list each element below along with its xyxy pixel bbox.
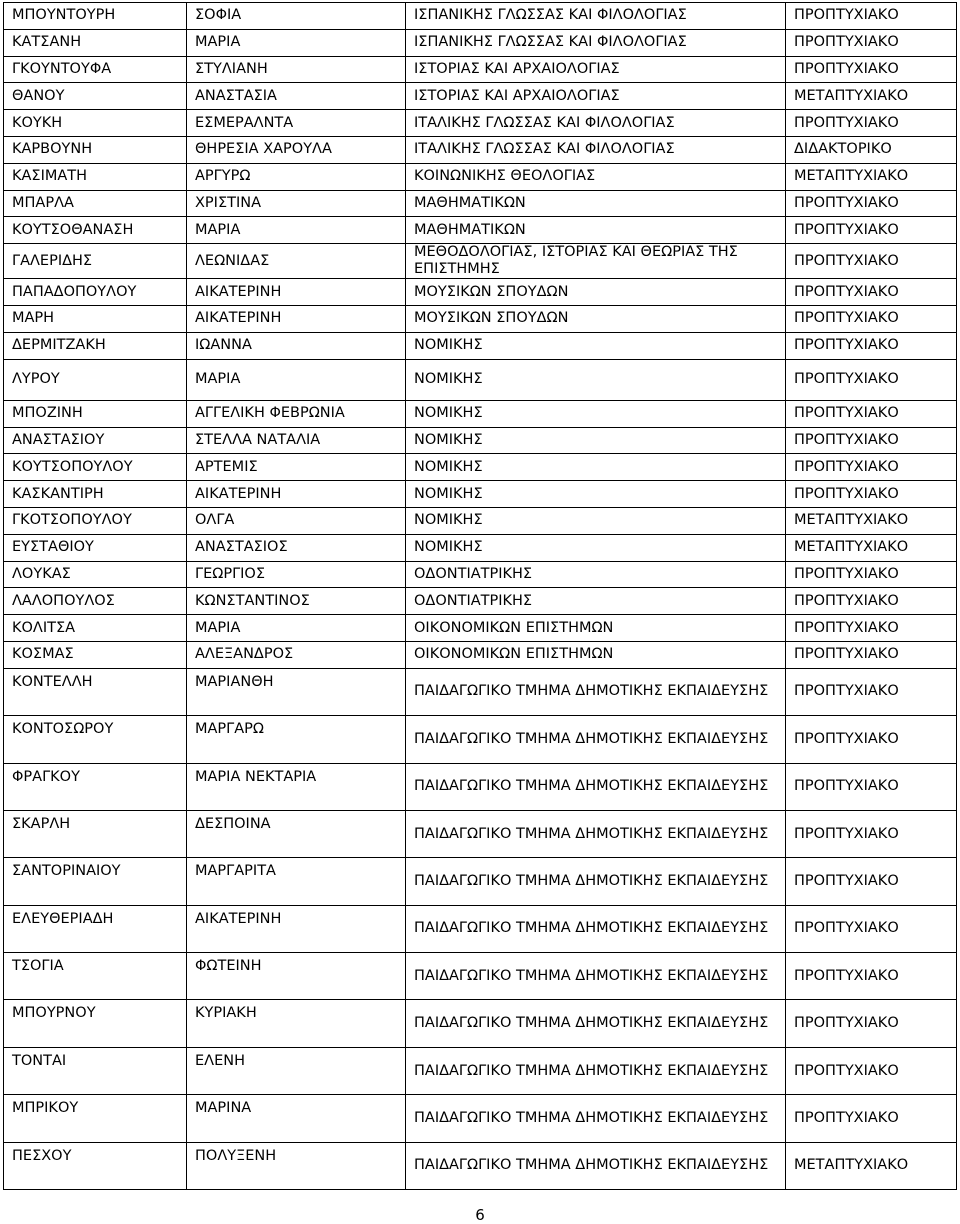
first-name-cell: ΑΙΚΑΤΕΡΙΝΗ [187,305,406,332]
study-level-cell: ΠΡΟΠΤΥΧΙΑΚΟ [786,3,957,30]
table-row [4,83,957,110]
study-level-cell: ΠΡΟΠΤΥΧΙΑΚΟ [786,953,957,1000]
surname-cell: ΚΟΝΤΟΣΩΡΟΥ [4,716,187,763]
table-row [4,763,957,810]
table-row [4,1047,957,1094]
first-name-cell: ΑΓΓΕΛΙΚΗ ΦΕΒΡΩΝΙΑ [187,400,406,427]
department-cell: ΝΟΜΙΚΗΣ [406,507,786,534]
surname-cell: ΜΑΡΗ [4,305,187,332]
study-level-cell: ΠΡΟΠΤΥΧΙΑΚΟ [786,332,957,359]
table-row [4,858,957,905]
surname-cell: ΚΑΤΣΑΝΗ [4,29,187,56]
department-cell: ΙΣΤΟΡΙΑΣ ΚΑΙ ΑΡΧΑΙΟΛΟΓΙΑΣ [406,56,786,83]
table-row [4,136,957,163]
study-level-cell: ΠΡΟΠΤΥΧΙΑΚΟ [786,1047,957,1094]
surname-cell: ΚΟΝΤΕΛΛΗ [4,668,187,715]
first-name-cell: ΣΤΥΛΙΑΝΗ [187,56,406,83]
surname-cell: ΦΡΑΓΚΟΥ [4,763,187,810]
surname-cell: ΛΟΥΚΑΣ [4,561,187,588]
department-cell: ΙΣΠΑΝΙΚΗΣ ΓΛΩΣΣΑΣ ΚΑΙ ΦΙΛΟΛΟΓΙΑΣ [406,29,786,56]
surname-cell: ΔΕΡΜΙΤΖΑΚΗ [4,332,187,359]
department-cell: ΠΑΙΔΑΓΩΓΙΚΟ ΤΜΗΜΑ ΔΗΜΟΤΙΚΗΣ ΕΚΠΑΙΔΕΥΣΗΣ [406,1142,786,1189]
surname-cell: ΚΟΥΚΗ [4,110,187,137]
department-cell: ΠΑΙΔΑΓΩΓΙΚΟ ΤΜΗΜΑ ΔΗΜΟΤΙΚΗΣ ΕΚΠΑΙΔΕΥΣΗΣ [406,810,786,857]
department-cell: ΚΟΙΝΩΝΙΚΗΣ ΘΕΟΛΟΓΙΑΣ [406,163,786,190]
study-level-cell: ΜΕΤΑΠΤΥΧΙΑΚΟ [786,507,957,534]
first-name-cell: ΜΑΡΓΑΡΩ [187,716,406,763]
table-row [4,1095,957,1142]
table-row [4,1142,957,1189]
first-name-cell: ΧΡΙΣΤΙΝΑ [187,190,406,217]
first-name-cell: ΜΑΡΙΑ [187,217,406,244]
table-row [4,641,957,668]
table-row [4,56,957,83]
study-level-cell: ΠΡΟΠΤΥΧΙΑΚΟ [786,905,957,952]
surname-cell: ΠΕΣΧΟΥ [4,1142,187,1189]
table-row [4,3,957,30]
department-cell: ΝΟΜΙΚΗΣ [406,400,786,427]
department-cell: ΠΑΙΔΑΓΩΓΙΚΟ ΤΜΗΜΑ ΔΗΜΟΤΙΚΗΣ ΕΚΠΑΙΔΕΥΣΗΣ [406,763,786,810]
study-level-cell: ΠΡΟΠΤΥΧΙΑΚΟ [786,305,957,332]
surname-cell: ΜΠΟΥΡΝΟΥ [4,1000,187,1047]
study-level-cell: ΠΡΟΠΤΥΧΙΑΚΟ [786,190,957,217]
first-name-cell: ΚΥΡΙΑΚΗ [187,1000,406,1047]
table-row [4,190,957,217]
table-row [4,588,957,615]
surname-cell: ΜΠΑΡΛΑ [4,190,187,217]
table-row [4,905,957,952]
surname-cell: ΓΚΟΥΝΤΟΥΦΑ [4,56,187,83]
table-row [4,359,957,400]
first-name-cell: ΑΝΑΣΤΑΣΙΑ [187,83,406,110]
department-cell: ΜΑΘΗΜΑΤΙΚΩΝ [406,217,786,244]
department-cell: ΝΟΜΙΚΗΣ [406,332,786,359]
first-name-cell: ΑΙΚΑΤΕΡΙΝΗ [187,481,406,508]
first-name-cell: ΛΕΩΝΙΔΑΣ [187,244,406,279]
first-name-cell: ΑΙΚΑΤΕΡΙΝΗ [187,279,406,306]
first-name-cell: ΜΑΡΙΑ [187,359,406,400]
first-name-cell: ΜΑΡΙΝΑ [187,1095,406,1142]
study-level-cell: ΠΡΟΠΤΥΧΙΑΚΟ [786,279,957,306]
surname-cell: ΤΟΝΤΑΙ [4,1047,187,1094]
surname-cell: ΚΟΥΤΣΟΠΟΥΛΟΥ [4,454,187,481]
department-cell: ΙΤΑΛΙΚΗΣ ΓΛΩΣΣΑΣ ΚΑΙ ΦΙΛΟΛΟΓΙΑΣ [406,136,786,163]
first-name-cell: ΙΩΑΝΝΑ [187,332,406,359]
study-level-cell: ΠΡΟΠΤΥΧΙΑΚΟ [786,615,957,642]
table-row [4,163,957,190]
table-row [4,1000,957,1047]
study-level-cell: ΠΡΟΠΤΥΧΙΑΚΟ [786,561,957,588]
first-name-cell: ΣΟΦΙΑ [187,3,406,30]
department-cell: ΙΣΤΟΡΙΑΣ ΚΑΙ ΑΡΧΑΙΟΛΟΓΙΑΣ [406,83,786,110]
first-name-cell: ΦΩΤΕΙΝΗ [187,953,406,1000]
first-name-cell: ΑΡΓΥΡΩ [187,163,406,190]
department-cell: ΙΣΠΑΝΙΚΗΣ ΓΛΩΣΣΑΣ ΚΑΙ ΦΙΛΟΛΟΓΙΑΣ [406,3,786,30]
first-name-cell: ΚΩΝΣΤΑΝΤΙΝΟΣ [187,588,406,615]
surname-cell: ΣΑΝΤΟΡΙΝΑΙΟΥ [4,858,187,905]
study-level-cell: ΔΙΔΑΚΤΟΡΙΚΟ [786,136,957,163]
department-cell: ΝΟΜΙΚΗΣ [406,534,786,561]
department-cell: ΠΑΙΔΑΓΩΓΙΚΟ ΤΜΗΜΑ ΔΗΜΟΤΙΚΗΣ ΕΚΠΑΙΔΕΥΣΗΣ [406,905,786,952]
page-number: 6 [475,1206,485,1224]
table-row [4,561,957,588]
study-level-cell: ΠΡΟΠΤΥΧΙΑΚΟ [786,359,957,400]
surname-cell: ΕΛΕΥΘΕΡΙΑΔΗ [4,905,187,952]
first-name-cell: ΓΕΩΡΓΙΟΣ [187,561,406,588]
study-level-cell: ΜΕΤΑΠΤΥΧΙΑΚΟ [786,534,957,561]
department-cell: ΙΤΑΛΙΚΗΣ ΓΛΩΣΣΑΣ ΚΑΙ ΦΙΛΟΛΟΓΙΑΣ [406,110,786,137]
department-cell: ΝΟΜΙΚΗΣ [406,427,786,454]
study-level-cell: ΜΕΤΑΠΤΥΧΙΑΚΟ [786,163,957,190]
surname-cell: ΕΥΣΤΑΘΙΟΥ [4,534,187,561]
table-row [4,332,957,359]
department-cell: ΜΕΘΟΔΟΛΟΓΙΑΣ, ΙΣΤΟΡΙΑΣ ΚΑΙ ΘΕΩΡΙΑΣ ΤΗΣ ΕΠΙΣΤΗΜΗΣ [406,244,786,279]
study-level-cell: ΠΡΟΠΤΥΧΙΑΚΟ [786,763,957,810]
department-cell: ΝΟΜΙΚΗΣ [406,454,786,481]
study-level-cell: ΠΡΟΠΤΥΧΙΑΚΟ [786,668,957,715]
table-row [4,29,957,56]
department-cell: ΟΔΟΝΤΙΑΤΡΙΚΗΣ [406,561,786,588]
first-name-cell: ΜΑΡΙΑΝΘΗ [187,668,406,715]
surname-cell: ΛΑΛΟΠΟΥΛΟΣ [4,588,187,615]
surname-cell: ΚΑΡΒΟΥΝΗ [4,136,187,163]
department-cell: ΠΑΙΔΑΓΩΓΙΚΟ ΤΜΗΜΑ ΔΗΜΟΤΙΚΗΣ ΕΚΠΑΙΔΕΥΣΗΣ [406,858,786,905]
study-level-cell: ΠΡΟΠΤΥΧΙΑΚΟ [786,588,957,615]
department-cell: ΠΑΙΔΑΓΩΓΙΚΟ ΤΜΗΜΑ ΔΗΜΟΤΙΚΗΣ ΕΚΠΑΙΔΕΥΣΗΣ [406,1047,786,1094]
first-name-cell: ΑΡΤΕΜΙΣ [187,454,406,481]
surname-cell: ΤΣΟΓΙΑ [4,953,187,1000]
surname-cell: ΚΟΥΤΣΟΘΑΝΑΣΗ [4,217,187,244]
study-level-cell: ΠΡΟΠΤΥΧΙΑΚΟ [786,29,957,56]
table-row [4,668,957,715]
study-level-cell: ΠΡΟΠΤΥΧΙΑΚΟ [786,56,957,83]
department-cell: ΟΔΟΝΤΙΑΤΡΙΚΗΣ [406,588,786,615]
surname-cell: ΜΠΟΖΙΝΗ [4,400,187,427]
study-level-cell: ΠΡΟΠΤΥΧΙΑΚΟ [786,641,957,668]
first-name-cell: ΔΕΣΠΟΙΝΑ [187,810,406,857]
study-level-cell: ΜΕΤΑΠΤΥΧΙΑΚΟ [786,1142,957,1189]
study-level-cell: ΠΡΟΠΤΥΧΙΑΚΟ [786,454,957,481]
students-table [3,2,957,1190]
study-level-cell: ΠΡΟΠΤΥΧΙΑΚΟ [786,810,957,857]
department-cell: ΝΟΜΙΚΗΣ [406,359,786,400]
first-name-cell: ΑΛΕΞΑΝΔΡΟΣ [187,641,406,668]
table-row [4,305,957,332]
department-cell: ΠΑΙΔΑΓΩΓΙΚΟ ΤΜΗΜΑ ΔΗΜΟΤΙΚΗΣ ΕΚΠΑΙΔΕΥΣΗΣ [406,716,786,763]
department-cell: ΠΑΙΔΑΓΩΓΙΚΟ ΤΜΗΜΑ ΔΗΜΟΤΙΚΗΣ ΕΚΠΑΙΔΕΥΣΗΣ [406,668,786,715]
department-cell: ΟΙΚΟΝΟΜΙΚΩΝ ΕΠΙΣΤΗΜΩΝ [406,641,786,668]
table-row [4,507,957,534]
first-name-cell: ΜΑΡΙΑ ΝΕΚΤΑΡΙΑ [187,763,406,810]
students-table-body [4,3,957,1190]
first-name-cell: ΜΑΡΓΑΡΙΤΑ [187,858,406,905]
table-row [4,810,957,857]
surname-cell: ΚΑΣΙΜΑΤΗ [4,163,187,190]
surname-cell: ΘΑΝΟΥ [4,83,187,110]
first-name-cell: ΜΑΡΙΑ [187,615,406,642]
first-name-cell: ΑΝΑΣΤΑΣΙΟΣ [187,534,406,561]
table-row [4,279,957,306]
department-cell: ΜΑΘΗΜΑΤΙΚΩΝ [406,190,786,217]
table-row [4,110,957,137]
department-cell: ΝΟΜΙΚΗΣ [406,481,786,508]
first-name-cell: ΣΤΕΛΛΑ ΝΑΤΑΛΙΑ [187,427,406,454]
surname-cell: ΜΠΡΙΚΟΥ [4,1095,187,1142]
table-row [4,400,957,427]
first-name-cell: ΠΟΛΥΞΕΝΗ [187,1142,406,1189]
surname-cell: ΣΚΑΡΛΗ [4,810,187,857]
first-name-cell: ΜΑΡΙΑ [187,29,406,56]
surname-cell: ΠΑΠΑΔΟΠΟΥΛΟΥ [4,279,187,306]
department-cell: ΠΑΙΔΑΓΩΓΙΚΟ ΤΜΗΜΑ ΔΗΜΟΤΙΚΗΣ ΕΚΠΑΙΔΕΥΣΗΣ [406,1000,786,1047]
study-level-cell: ΠΡΟΠΤΥΧΙΑΚΟ [786,217,957,244]
study-level-cell: ΠΡΟΠΤΥΧΙΑΚΟ [786,716,957,763]
study-level-cell: ΠΡΟΠΤΥΧΙΑΚΟ [786,110,957,137]
surname-cell: ΓΑΛΕΡΙΔΗΣ [4,244,187,279]
first-name-cell: ΘΗΡΕΣΙΑ ΧΑΡΟΥΛΑ [187,136,406,163]
study-level-cell: ΠΡΟΠΤΥΧΙΑΚΟ [786,1000,957,1047]
table-row [4,454,957,481]
department-cell: ΟΙΚΟΝΟΜΙΚΩΝ ΕΠΙΣΤΗΜΩΝ [406,615,786,642]
surname-cell: ΚΟΛΙΤΣΑ [4,615,187,642]
first-name-cell: ΑΙΚΑΤΕΡΙΝΗ [187,905,406,952]
table-row [4,427,957,454]
table-row [4,244,957,279]
surname-cell: ΚΑΣΚΑΝΤΙΡΗ [4,481,187,508]
study-level-cell: ΜΕΤΑΠΤΥΧΙΑΚΟ [786,83,957,110]
table-row [4,481,957,508]
first-name-cell: ΕΛΕΝΗ [187,1047,406,1094]
surname-cell: ΓΚΟΤΣΟΠΟΥΛΟΥ [4,507,187,534]
department-cell: ΜΟΥΣΙΚΩΝ ΣΠΟΥΔΩΝ [406,279,786,306]
department-cell: ΠΑΙΔΑΓΩΓΙΚΟ ΤΜΗΜΑ ΔΗΜΟΤΙΚΗΣ ΕΚΠΑΙΔΕΥΣΗΣ [406,953,786,1000]
table-row [4,716,957,763]
table-row [4,534,957,561]
study-level-cell: ΠΡΟΠΤΥΧΙΑΚΟ [786,858,957,905]
study-level-cell: ΠΡΟΠΤΥΧΙΑΚΟ [786,481,957,508]
study-level-cell: ΠΡΟΠΤΥΧΙΑΚΟ [786,427,957,454]
study-level-cell: ΠΡΟΠΤΥΧΙΑΚΟ [786,1095,957,1142]
first-name-cell: ΕΣΜΕΡΑΛΝΤΑ [187,110,406,137]
table-row [4,953,957,1000]
table-row [4,615,957,642]
surname-cell: ΑΝΑΣΤΑΣΙΟΥ [4,427,187,454]
department-cell: ΜΟΥΣΙΚΩΝ ΣΠΟΥΔΩΝ [406,305,786,332]
table-row [4,217,957,244]
surname-cell: ΚΟΣΜΑΣ [4,641,187,668]
department-cell: ΠΑΙΔΑΓΩΓΙΚΟ ΤΜΗΜΑ ΔΗΜΟΤΙΚΗΣ ΕΚΠΑΙΔΕΥΣΗΣ [406,1095,786,1142]
surname-cell: ΜΠΟΥΝΤΟΥΡΗ [4,3,187,30]
study-level-cell: ΠΡΟΠΤΥΧΙΑΚΟ [786,400,957,427]
study-level-cell: ΠΡΟΠΤΥΧΙΑΚΟ [786,244,957,279]
first-name-cell: ΟΛΓΑ [187,507,406,534]
surname-cell: ΛΥΡΟΥ [4,359,187,400]
